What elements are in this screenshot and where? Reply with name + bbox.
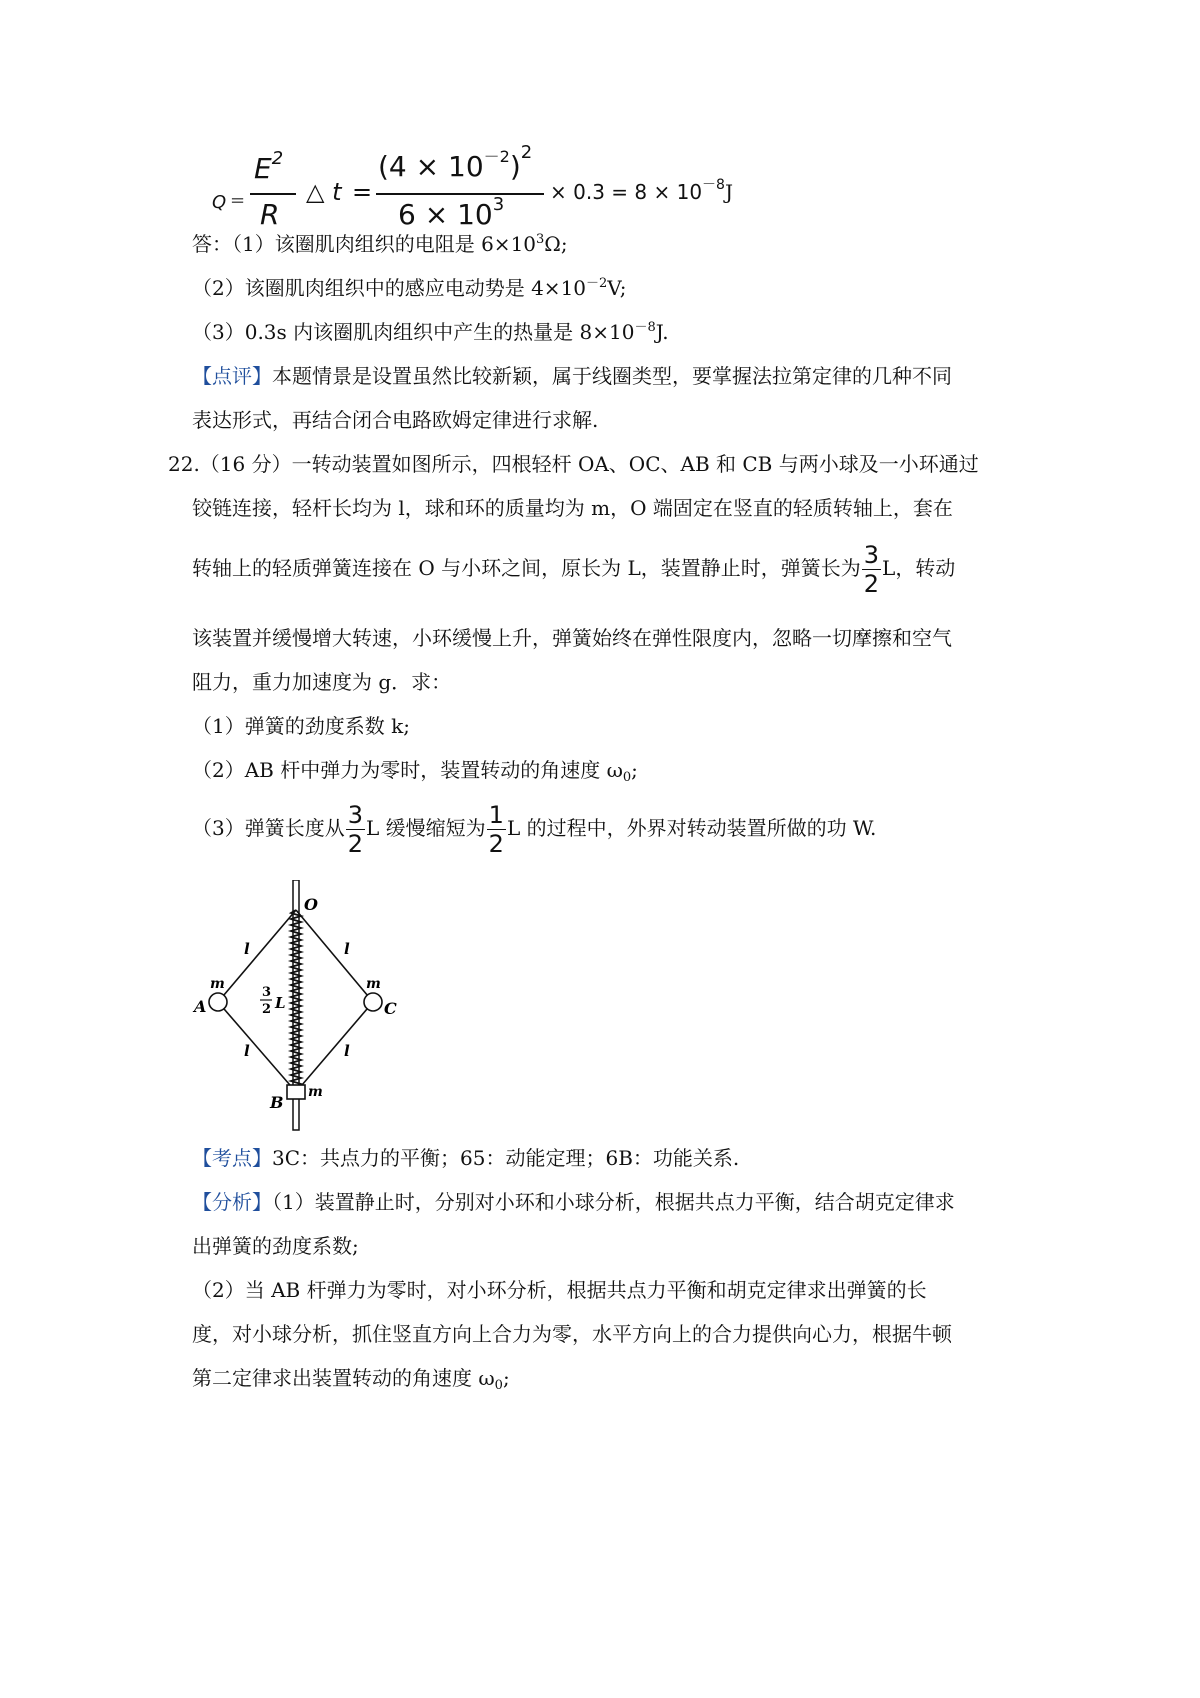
question-3: （3）弹簧长度从 $\frac{3}{2}$ L 缓慢缩短为 $\frac{1}{2}$ L 的过程中，外界对转动装置所做的功 W.	[192, 801, 877, 858]
problem-line-2: 铰链连接，轻杆长均为 l，球和环的质量均为 m，O 端固定在竖直的轻质转轴上，套在	[192, 496, 953, 520]
problem-line-3: 转轴上的轻质弹簧连接在 O 与小环之间，原长为 L，装置静止时，弹簧长为 $\frac{3}{2}$ L，转动	[192, 541, 956, 598]
comment-tag: 【点评】	[192, 364, 272, 388]
rod-oc	[296, 910, 373, 1002]
formula-eq1: =	[230, 190, 246, 211]
comment-line-2: 表达形式，再结合闭合电路欧姆定律进行求解.	[192, 408, 599, 432]
label-m-right: m	[366, 976, 381, 992]
analysis-line-1: 【分析】（1）装置静止时，分别对小环和小球分析，根据共点力平衡，结合胡克定律求	[192, 1190, 955, 1214]
formula-den: $6 \times 10^3$	[398, 194, 505, 231]
label-m-left: m	[210, 976, 225, 992]
heat-formula	[210, 142, 770, 231]
formula-e: $E^2$	[254, 148, 284, 185]
analysis-line-4: 度，对小球分析，抓住竖直方向上合力为零，水平方向上的合力提供向心力，根据牛顿	[192, 1322, 952, 1346]
rod-oa	[218, 910, 296, 1002]
answer-3: （3）0.3s 内该圈肌肉组织中产生的热量是 $8\times 10^{-8}J$.	[192, 320, 669, 344]
label-m-bottom: m	[308, 1084, 323, 1100]
question-2: （2）AB 杆中弹力为零时，装置转动的角速度 $\omega_0$;	[192, 758, 638, 785]
label-l-bl: l	[244, 1042, 250, 1060]
comment-line-1: 【点评】本题情景是设置虽然比较新颖，属于线圈类型，要掌握法拉第定律的几种不同	[192, 364, 952, 388]
fraction-bar-2	[376, 193, 544, 195]
label-a: A	[194, 997, 207, 1016]
formula-r: R	[260, 198, 280, 231]
formula-q: Q	[212, 192, 227, 213]
rotating-device-figure	[190, 880, 410, 1135]
question-1: （1）弹簧的劲度系数 k;	[192, 714, 410, 738]
label-l-br: l	[344, 1042, 350, 1060]
label-spring-den: 2	[262, 1002, 272, 1017]
ball-c	[364, 993, 382, 1011]
analysis-line-2: 出弹簧的劲度系数;	[192, 1234, 359, 1258]
problem-line-1: 22.（16 分）一转动装置如图所示，四根轻杆 OA、OC、AB 和 CB 与两小球及一小环通过	[168, 452, 979, 476]
fraction-three-halves: $\frac{3}{2}$	[863, 541, 880, 598]
analysis-line-5: 第二定律求出装置转动的角速度 $\omega_0$;	[192, 1366, 510, 1393]
analysis-tag: 【分析】	[192, 1190, 272, 1214]
formula-rest: × $0.3 = 8 \times 10^{-8}J$	[550, 177, 733, 204]
label-l-tr: l	[344, 940, 350, 958]
label-l-tl: l	[244, 940, 250, 958]
fraction-bar-1	[250, 193, 296, 195]
exam-point: 【考点】3C：共点力的平衡；65：动能定理；6B：功能关系.	[192, 1146, 740, 1170]
formula-num: $(4 \times 10^{-2})^2$	[378, 142, 533, 183]
fraction-one-half: $\frac{1}{2}$	[488, 801, 504, 858]
label-o: O	[304, 895, 318, 914]
label-spring-num: 3	[262, 985, 272, 1000]
problem-line-5: 阻力，重力加速度为 g．求：	[192, 670, 452, 694]
answer-2: （2）该圈肌肉组织中的感应电动势是 $4\times 10^{-2}V$;	[192, 276, 627, 300]
exam-point-tag: 【考点】	[192, 1146, 272, 1170]
formula-dt: △ t	[306, 178, 342, 206]
formula-eq2: =	[352, 178, 373, 206]
rod-ab	[218, 1002, 296, 1092]
label-c: C	[384, 999, 397, 1018]
fraction-three-halves-2: $\frac{3}{2}$	[347, 801, 364, 858]
ball-a	[209, 993, 227, 1011]
ring-b	[287, 1085, 305, 1099]
problem-line-4: 该装置并缓慢增大转速，小环缓慢上升，弹簧始终在弹性限度内，忽略一切摩擦和空气	[192, 626, 952, 650]
analysis-line-3: （2）当 AB 杆弹力为零时，对小环分析，根据共点力平衡和胡克定律求出弹簧的长	[192, 1278, 927, 1302]
rod-cb	[296, 1002, 373, 1092]
label-b: B	[270, 1093, 284, 1112]
answer-1: 答：（1）该圈肌肉组织的电阻是 $6\times 10^3\Omega$;	[192, 232, 568, 256]
label-spring-l: L	[275, 994, 286, 1012]
